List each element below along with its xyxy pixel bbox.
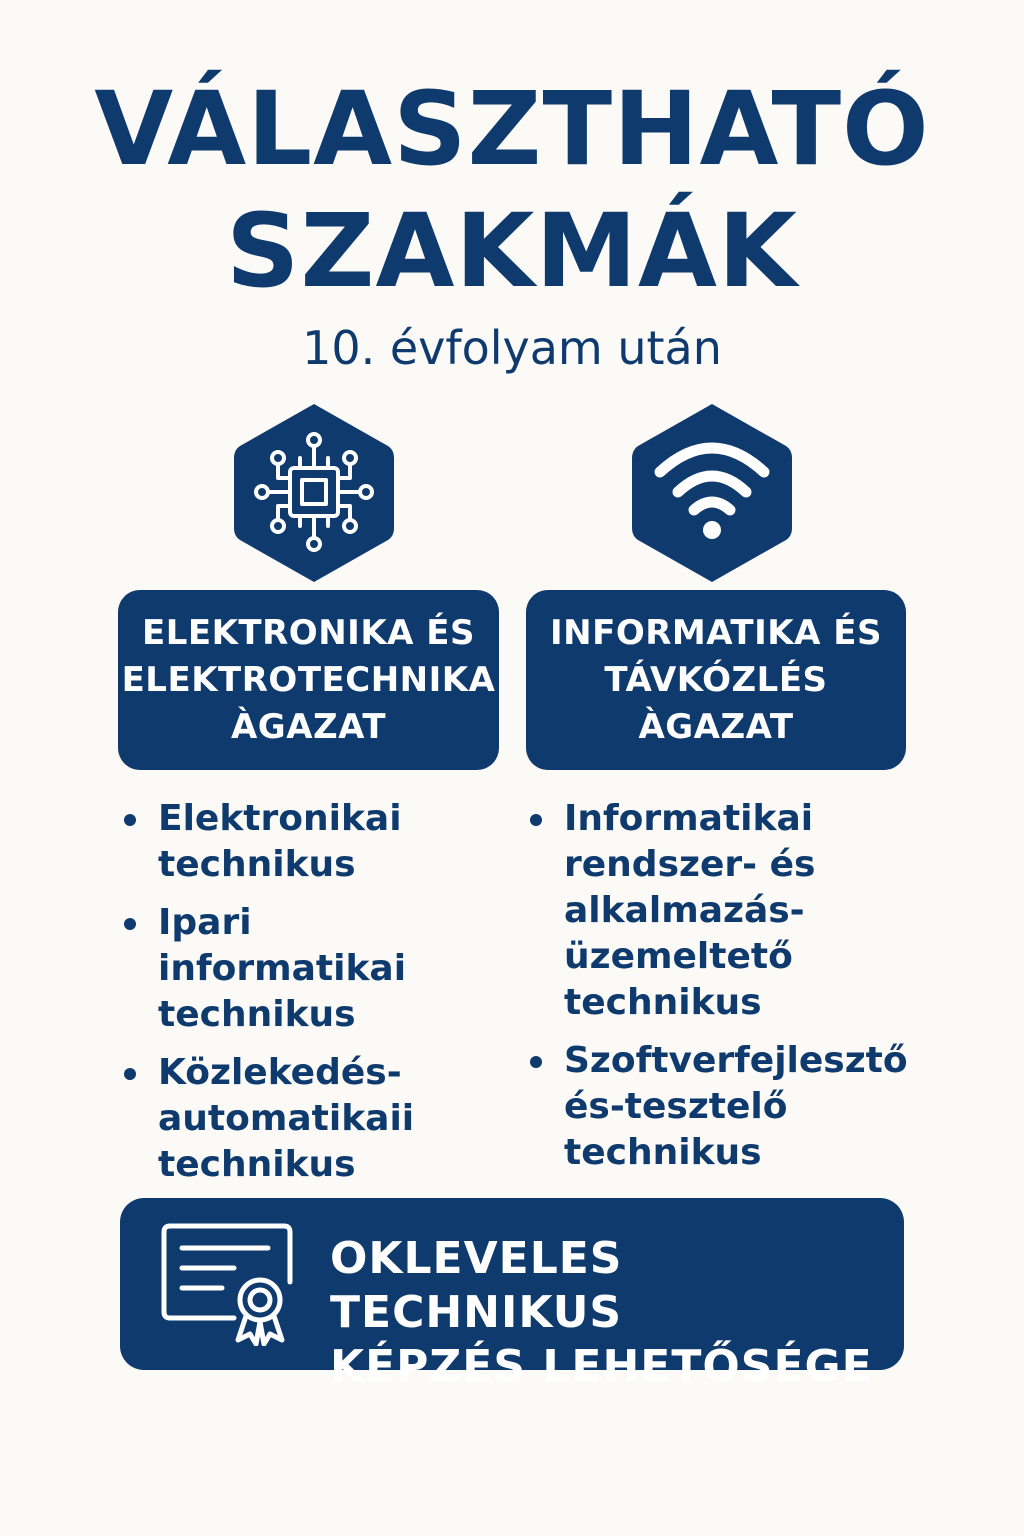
- list-item-text: Szoftverfejlesztő: [564, 1040, 908, 1081]
- sector-title-line: ELEKTROTECHNIKA: [121, 659, 496, 700]
- bullet-icon: [124, 1068, 136, 1080]
- certificate-icon: [160, 1222, 300, 1346]
- list-item-text: automatikaii: [158, 1098, 415, 1139]
- sector-title-line: ÀGAZAT: [230, 706, 387, 747]
- sector-title-line: INFORMATIKA ÉS: [550, 612, 882, 653]
- page-subtitle: 10. évfolyam után: [302, 321, 722, 375]
- bullet-icon: [530, 1056, 542, 1068]
- list-item-text: technikus: [158, 1144, 356, 1185]
- list-item-text: Informatikai: [564, 798, 814, 839]
- wifi-icon: [630, 400, 794, 586]
- sector-title-informatics: [526, 590, 906, 770]
- list-item-text: és-tesztelő: [564, 1086, 788, 1127]
- certified-technician-banner: [120, 1198, 904, 1392]
- bullet-icon: [124, 814, 136, 826]
- electronics-profession-list: [118, 796, 498, 1200]
- list-item-text: Ipari informatikai: [158, 902, 407, 989]
- list-item: [524, 1038, 908, 1176]
- sector-title-electronics: [118, 590, 499, 770]
- bullet-icon: [124, 918, 136, 930]
- list-item: [118, 796, 498, 888]
- page-title-line1: VÁLASZTHATÓ: [94, 70, 930, 189]
- page-title-line2: SZAKMÁK: [226, 192, 798, 311]
- list-item: [118, 900, 498, 1038]
- list-item-text: rendszer- és: [564, 844, 816, 885]
- circuit-chip-icon: [232, 400, 396, 586]
- list-item-text: technikus: [158, 844, 356, 885]
- list-item-text: üzemeltető: [564, 936, 793, 977]
- list-item-text: technikus: [564, 1132, 762, 1173]
- sector-title-line: TÁVKÓZLÉS: [604, 659, 828, 700]
- list-item-text: Elektronikai: [158, 798, 402, 839]
- list-item-text: technikus: [158, 994, 356, 1035]
- sector-title-line: ÀGAZAT: [638, 706, 794, 747]
- sector-title-line: ELEKTRONIKA ÉS: [141, 612, 476, 653]
- list-item-text: technikus: [564, 982, 762, 1023]
- banner-text-line: KÉPZÉS LEHETŐSÉGE: [330, 1341, 873, 1392]
- list-item: [118, 1050, 498, 1188]
- list-item-text: Közlekedés-: [158, 1052, 402, 1093]
- banner-text-line: OKLEVELES TECHNIKUS: [330, 1233, 623, 1338]
- informatics-profession-list: [524, 796, 908, 1188]
- list-item: [524, 796, 904, 1026]
- list-item-text: alkalmazás-: [564, 890, 805, 931]
- bullet-icon: [530, 814, 542, 826]
